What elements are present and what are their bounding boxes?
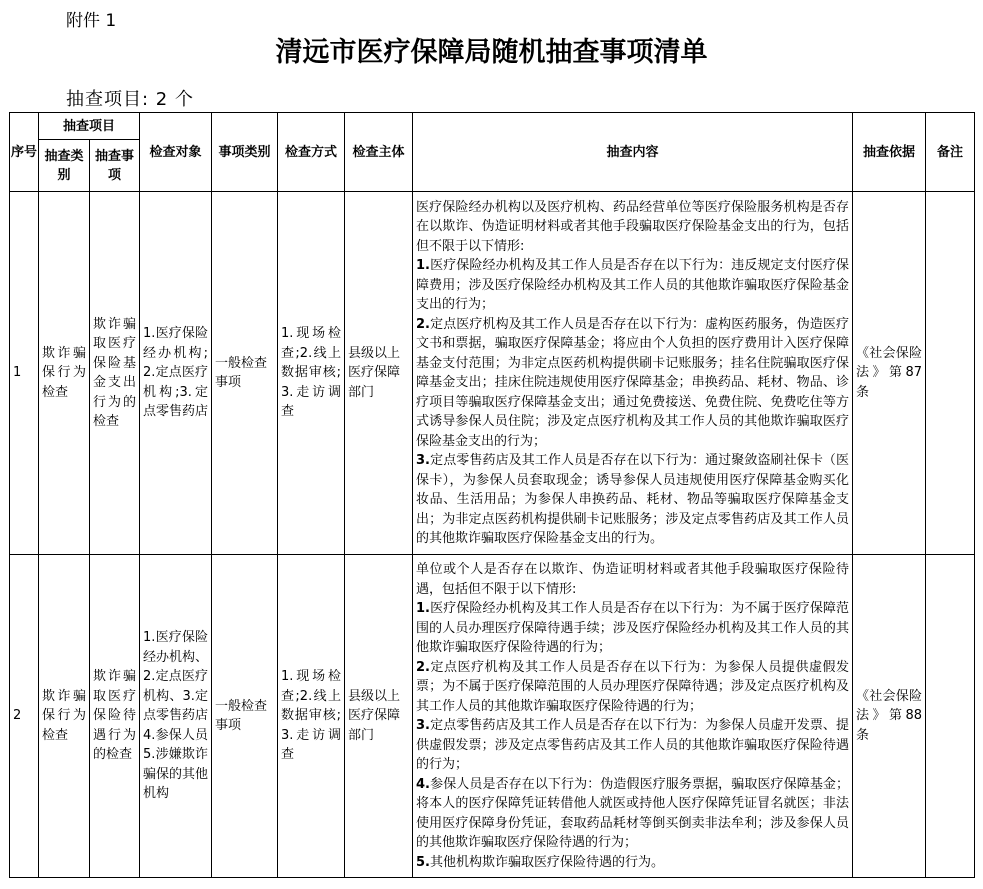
- row-seq: 2: [10, 555, 39, 878]
- row-type: 一般检查事项: [212, 192, 278, 555]
- inspection-table: [9, 112, 975, 878]
- content-item: 5.其他机构欺诈骗取医疗保险待遇的行为。: [416, 854, 665, 870]
- row-subject: 县级以上医疗保障部门: [345, 555, 413, 878]
- header-basis: 抽查依据: [853, 113, 926, 192]
- header-target: 检查对象: [140, 113, 212, 192]
- table-row: [10, 555, 975, 878]
- content-item: 2.定点医疗机构及其工作人员是否存在以下行为：虚构医药服务，伪造医疗文书和票据，骗取医疗保障基金；将应由个人负担的医疗费用计入医疗保障基金支付范围；为非定点医药机构提供刷卡记账服务；挂名住院骗取医疗保障基金支出；挂床住院违规使用医疗保障基金；串换药品、耗材、物品、诊疗项目等骗取医疗保障基金支出；通过免费接送、免费住院、免费吃住等方式诱导参保人员住院；涉及定点医疗机构及其工作人员的其他欺诈骗取医疗保险基金支出的行为；: [416, 316, 850, 449]
- attachment-label: 附件 1: [66, 11, 117, 31]
- row-basis: 《社会保险法》第88条: [853, 555, 926, 878]
- row-category: 欺诈骗保行为检查: [39, 192, 90, 555]
- row-method: 1.现场检查;2.线上数据审核;3.走访调查: [278, 555, 345, 878]
- header-seq: 序号: [10, 113, 39, 192]
- header-item: 抽查事项: [90, 140, 140, 192]
- header-row: [10, 113, 975, 140]
- content-item: 4.参保人员是否存在以下行为：伪造假医疗服务票据，骗取医疗保障基金；将本人的医疗保障凭证转借他人就医或持他人医疗保障凭证冒名就医；非法使用医疗保障身份凭证，套取药品耗材等倒买倒卖非法牟利；涉及参保人员的其他欺诈骗取医疗保险待遇的行为；: [416, 776, 850, 850]
- content-item: 1.医疗保险经办机构及其工作人员是否存在以下行为：为不属于医疗保障范围的人员办理医疗保障待遇手续；涉及医疗保险经办机构及其工作人员的其他欺诈骗取医疗保险待遇的行为；: [416, 601, 850, 655]
- row-subject: 县级以上医疗保障部门: [345, 192, 413, 555]
- row-type: 一般检查事项: [212, 555, 278, 878]
- row-seq: 1: [10, 192, 39, 555]
- row-target: 1.医疗保险经办机构;2.定点医疗机构;3.定点零售药店: [140, 192, 212, 555]
- content-item: 3.定点零售药店及其工作人员是否存在以下行为：通过聚敛盗刷社保卡（医保卡），为参保人员套取现金；诱导参保人员违规使用医疗保障基金购买化妆品、生活用品；为参保人串换药品、耗材、物品等骗取医疗保障基金支出；为非定点医药机构提供刷卡记账服务；涉及定点零售药店及其工作人员的其他欺诈骗取医疗保险基金支出的行为。: [416, 453, 850, 546]
- content-intro: 单位或个人是否存在以欺诈、伪造证明材料或者其他手段骗取医疗保险待遇，包括但不限于以下情形:: [416, 562, 850, 597]
- header-type: 事项类别: [212, 113, 278, 192]
- header-remark: 备注: [926, 113, 975, 192]
- row-item: 欺诈骗取医疗保险待遇行为的检查: [90, 555, 140, 878]
- table-row: [10, 192, 975, 555]
- content-item: 1.医疗保险经办机构及其工作人员是否存在以下行为：违反规定支付医疗保障费用；涉及医疗保险经办机构及其工作人员的其他欺诈骗取医疗保险基金支出的行为；: [416, 258, 850, 312]
- row-target: 1.医疗保险经办机构、2.定点医疗机构、3.定点零售药店 4.参保人员 5.涉嫌欺诈骗保的其他机构: [140, 555, 212, 878]
- page-title: 清远市医疗保障局随机抽查事项清单: [275, 37, 708, 68]
- header-method: 检查方式: [278, 113, 345, 192]
- row-remark: [926, 555, 975, 878]
- header-content: 抽查内容: [413, 113, 853, 192]
- content-item: 2.定点医疗机构及其工作人员是否存在以下行为：为参保人员提供虚假发票；为不属于医疗保障范围的人员办理医疗保障待遇；涉及定点医疗机构及其工作人员的其他欺诈骗取医疗保险待遇的行为；: [416, 659, 850, 714]
- row-content: [413, 555, 853, 878]
- project-count: 抽查项目: 2 个: [66, 89, 194, 110]
- header-project: 抽查项目: [39, 113, 140, 140]
- row-content: [413, 192, 853, 555]
- row-basis: 《社会保险法》第87条: [853, 192, 926, 555]
- row-remark: [926, 192, 975, 555]
- row-item: 欺诈骗取医疗保险基金支出行为的检查: [90, 192, 140, 555]
- content-intro: 医疗保险经办机构以及医疗机构、药品经营单位等医疗保险服务机构是否存在以欺诈、伪造证明材料或者其他手段骗取医疗保险基金支出的行为，包括但不限于以下情形:: [416, 199, 850, 254]
- content-item: 3.定点零售药店及其工作人员是否存在以下行为：为参保人员虚开发票、提供虚假发票；涉及定点零售药店及其工作人员的其他欺诈骗取医疗保险待遇的行为；: [416, 718, 850, 772]
- row-category: 欺诈骗保行为检查: [39, 555, 90, 878]
- row-method: 1.现场检查;2.线上数据审核;3.走访调查: [278, 192, 345, 555]
- header-category: 抽查类别: [39, 140, 90, 192]
- header-subject: 检查主体: [345, 113, 413, 192]
